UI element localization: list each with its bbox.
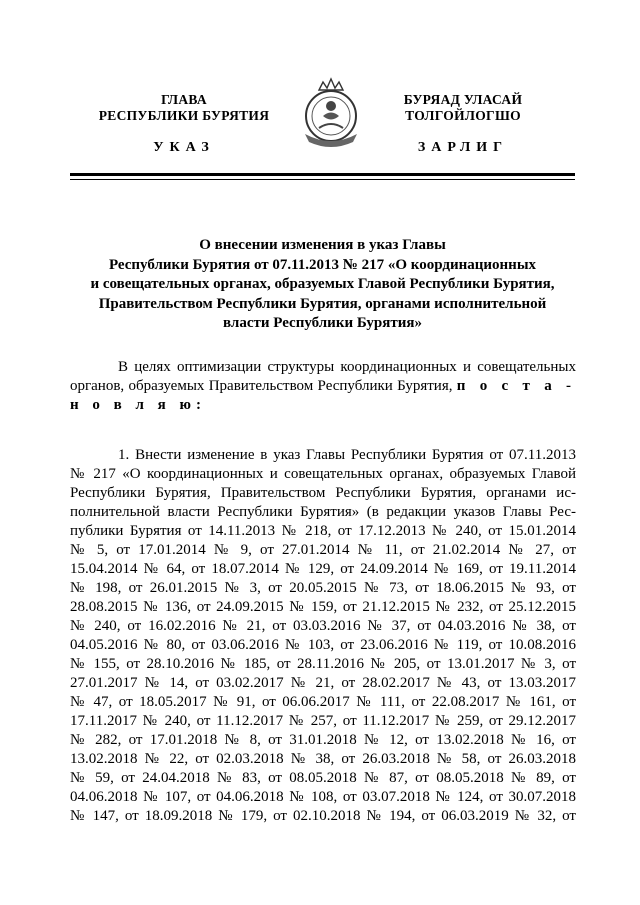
decree-label: УКАЗ bbox=[153, 140, 215, 155]
coat-of-arms-icon bbox=[297, 76, 365, 148]
body-line: 27.01.2017 № 14, от 03.02.2017 № 21, от 28.02.2017 № 43, от 13.03.2017 bbox=[70, 675, 576, 691]
body-line: полнительной власти Республики Бурятия» (в редакции указов Главы Рес- bbox=[70, 504, 576, 520]
header-right-line: ТОЛГОЙЛОГШО bbox=[405, 108, 521, 123]
title-line: власти Республики Бурятия» bbox=[223, 315, 422, 331]
body-line: № 198, от 26.01.2015 № 3, от 20.05.2015 № 73, от 18.06.2015 № 93, от bbox=[70, 580, 576, 596]
header-left-line: РЕСПУБЛИКИ БУРЯТИЯ bbox=[98, 108, 270, 123]
body-line: 1. Внести изменение в указ Главы Республики Бурятия от 07.11.2013 bbox=[118, 447, 576, 463]
preamble bbox=[70, 358, 576, 415]
body-line: № 282, от 17.01.2018 № 8, от 31.01.2018 № 12, от 13.02.2018 № 16, от bbox=[70, 732, 576, 748]
title-line: и совещательных органах, образуемых Главой Республики Бурятия, bbox=[90, 276, 555, 292]
body-line: № 59, от 24.04.2018 № 83, от 08.05.2018 № 87, от 08.05.2018 № 89, от bbox=[70, 770, 576, 786]
body-line: 13.02.2018 № 22, от 02.03.2018 № 38, от 26.03.2018 № 58, от 26.03.2018 bbox=[70, 751, 576, 767]
title-line: О внесении изменения в указ Главы bbox=[199, 237, 446, 253]
body-line: № 240, от 16.02.2016 № 21, от 03.03.2016 № 37, от 04.03.2016 № 38, от bbox=[70, 618, 576, 634]
body-line: № 5, от 17.01.2014 № 9, от 27.01.2014 № 11, от 21.02.2014 № 27, от bbox=[70, 542, 576, 558]
header-left bbox=[86, 92, 282, 124]
body-line: № 155, от 28.10.2016 № 185, от 28.11.2016 № 205, от 13.01.2017 № 3, от bbox=[70, 656, 576, 672]
body-line: 15.04.2014 № 64, от 18.07.2014 № 129, от 24.09.2014 № 169, от 19.11.2014 bbox=[70, 561, 576, 577]
title-line: Республики Бурятия от 07.11.2013 № 217 «О координационных bbox=[108, 256, 537, 273]
resolve-word: п о с т а - bbox=[456, 378, 576, 394]
preamble-text: органов, образуемых Правительством Республики Бурятия, bbox=[70, 378, 453, 394]
body-line: публики Бурятия от 14.11.2013 № 218, от 17.12.2013 № 240, от 15.01.2014 bbox=[70, 523, 576, 539]
document-title bbox=[70, 236, 575, 334]
header-right-line: БУРЯАД УЛАСАЙ bbox=[403, 92, 523, 107]
title-line: Правительством Республики Бурятия, органами исполнительной bbox=[98, 295, 547, 312]
body-line: 17.11.2017 № 240, от 11.12.2017 № 257, от 11.12.2017 № 259, от 29.12.2017 bbox=[70, 713, 576, 729]
preamble-line bbox=[70, 377, 576, 396]
clause-1 bbox=[70, 446, 576, 826]
resolve-word-end: н о в л я ю: bbox=[70, 397, 206, 413]
header-divider-thin bbox=[70, 179, 575, 180]
body-line: № 47, от 18.05.2017 № 91, от 06.06.2017 № 111, от 22.08.2017 № 161, от bbox=[70, 694, 576, 710]
header-right bbox=[372, 92, 554, 124]
decree-label-buryat: ЗАРЛИГ bbox=[417, 140, 509, 155]
body-line: 04.06.2018 № 107, от 04.06.2018 № 108, от 03.07.2018 № 124, от 30.07.2018 bbox=[70, 789, 576, 805]
body-line: Республики Бурятия, Правительством Республики Бурятия, органами ис- bbox=[70, 485, 576, 501]
body-line: 04.05.2016 № 80, от 03.06.2016 № 103, от 23.06.2016 № 119, от 10.08.2016 bbox=[70, 637, 576, 653]
header-left-line: ГЛАВА bbox=[161, 92, 207, 107]
header-divider-thick bbox=[70, 173, 575, 176]
body-line: № 147, от 18.09.2018 № 179, от 02.10.2018 № 194, от 06.03.2019 № 32, от bbox=[70, 808, 576, 824]
body-line: № 217 «О координационных и совещательных органах, образуемых Главой bbox=[70, 466, 576, 482]
preamble-line: В целях оптимизации структуры координационных и совещательных bbox=[118, 359, 576, 375]
body-line: 28.08.2015 № 136, от 24.09.2015 № 159, от 21.12.2015 № 232, от 25.12.2015 bbox=[70, 599, 576, 615]
